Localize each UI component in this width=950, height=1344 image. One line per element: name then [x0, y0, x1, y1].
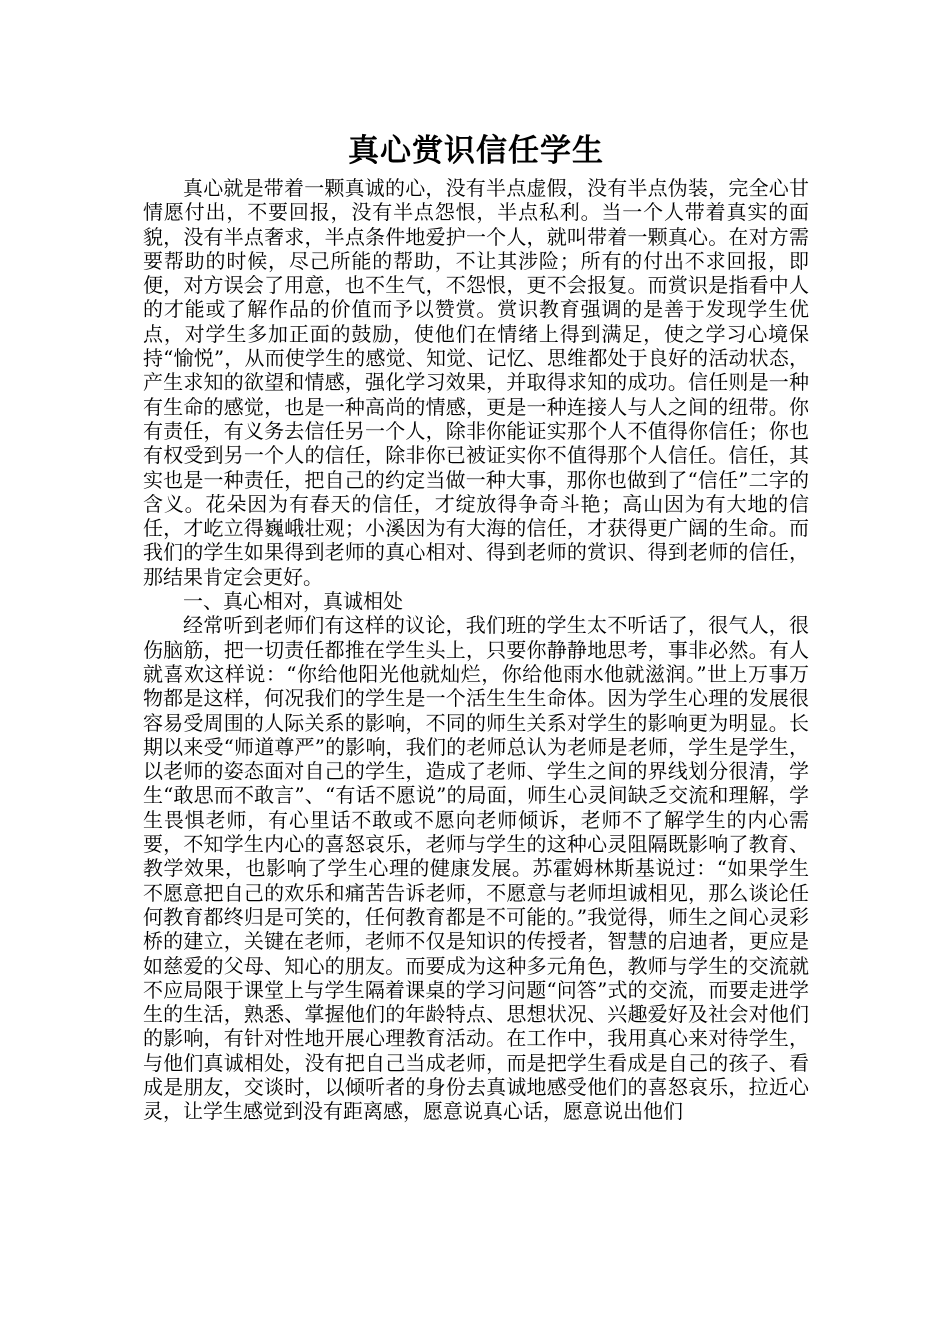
body-paragraph: 真心就是带着一颗真诚的心，没有半点虚假，没有半点伪装，完全心甘情愿付出，不要回报，没有半点怨恨，半点私利。当一个人带着真实的面貌，没有半点奢求，半点条件地爱护一个人，就叫带着一颗真心。在对方需要帮助的时候，尽己所能的帮助，不让其涉险；所有的付出不求回报，即便，对方误会了用意，也不生气，不怨恨，更不会报复。而赏识是指看中人的才能或了解作品的价值而予以赞赏。赏识教育强调的是善于发现学生优点，对学生多加正面的鼓励，使他们在情绪上得到满足，使之学习心境保持“愉悦”，从而使学生的感觉、知觉、记忆、思维都处于良好的活动状态，产生求知的欲望和情感，强化学习效果，并取得求知的成功。信任则是一种有生命的感觉，也是一种高尚的情感，更是一种连接人与人之间的纽带。你有责任，有义务去信任另一个人，除非你能证实那个人不值得你信任；你也有权受到另一个人的信任，除非你已被证实你不值得那个人信任。信任，其实也是一种责任，把自己的约定当做一种大事，那你也做到了“信任”二字的含义。花朵因为有春天的信任，才绽放得争奇斗艳；高山因为有大地的信任，才屹立得巍峨壮观；小溪因为有大海的信任，才获得更广阔的生命。而我们的学生如果得到老师的真心相对、得到老师的赏识、得到老师的信任，那结果肯定会更好。 — [143, 176, 809, 589]
document-title: 真心赏识信任学生 — [348, 133, 604, 169]
section-heading: 一、真心相对，真诚相处 — [183, 589, 403, 614]
document-page — [143, 126, 809, 1124]
body-paragraph: 经常听到老师们有这样的议论，我们班的学生太不听话了，很气人，很伤脑筋，把一切责任都推在学生头上，只要你静静地思考，事非必然。有人就喜欢这样说：“你给他阳光他就灿烂，你给他雨水他就滋润。”世上万事万物都是这样，何况我们的学生是一个活生生生命体。因为学生心理的发展很容易受周围的人际关系的影响，不同的师生关系对学生的影响更为明显。长期以来受“师道尊严”的影响，我们的老师总认为老师是老师，学生是学生，以老师的姿态面对自己的学生，造成了老师、学生之间的界线划分很清，学生“敢思而不敢言”、“有话不愿说”的局面，师生心灵间缺乏交流和理解，学生畏惧老师，有心里话不敢或不愿向老师倾诉，老师不了解学生的内心需要，不知学生内心的喜怒哀乐，老师与学生的这种心灵阻隔既影响了教育、教学效果，也影响了学生心理的健康发展。苏霍姆林斯基说过：“如果学生不愿意把自己的欢乐和痛苦告诉老师，不愿意与老师坦诚相见，那么谈论任何教育都终归是可笑的，任何教育都是不可能的。”我觉得，师生之间心灵彩桥的建立，关键在老师，老师不仅是知识的传授者，智慧的启迪者，更应是如慈爱的父母、知心的朋友。而要成为这种多元角色，教师与学生的交流就不应局限于课堂上与学生隔着课桌的学习问题“问答”式的交流，而要走进学生的生活，熟悉、掌握他们的年龄特点、思想状况、兴趣爱好及社会对他们的影响，有针对性地开展心理教育活动。在工作中，我用真心来对待学生，与他们真诚相处，没有把自己当成老师，而是把学生看成是自己的孩子、看成是朋友，交谈时，以倾听者的身份去真诚地感受他们的喜怒哀乐，拉近心灵，让学生感觉到没有距离感，愿意说真心话，愿意说出他们 — [143, 613, 809, 1124]
